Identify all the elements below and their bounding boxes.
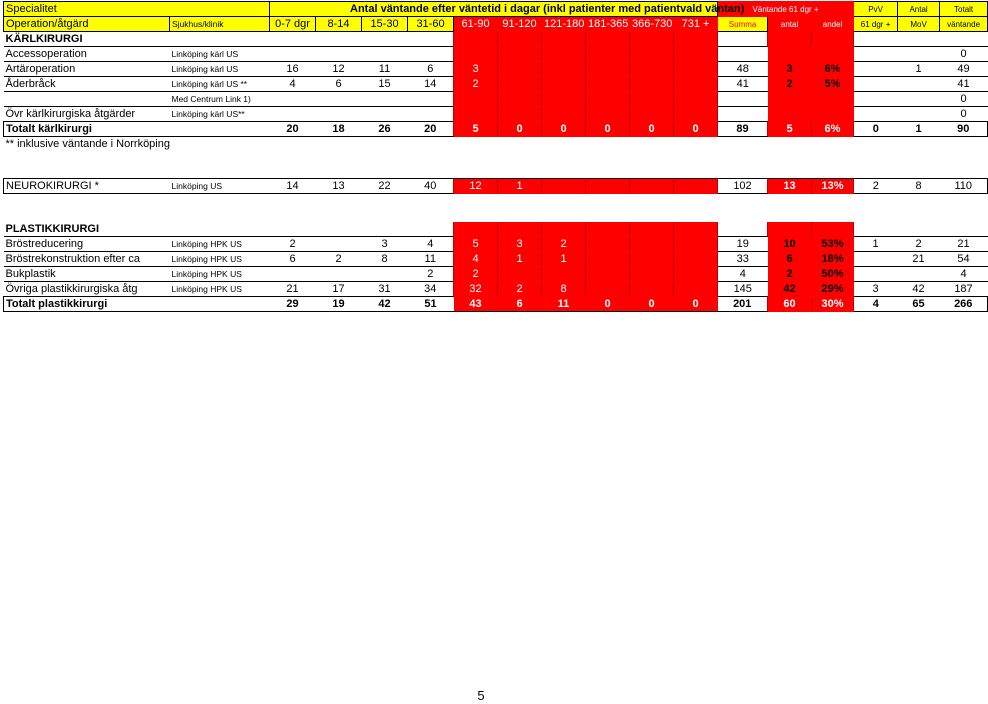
cell-empty <box>408 222 454 237</box>
cell-value <box>542 77 586 92</box>
cell-value: 3 <box>768 62 812 77</box>
cell-value <box>718 92 768 107</box>
row-label: Totalt plastikkirurgi <box>4 297 170 312</box>
cell-value: 0 <box>854 122 898 137</box>
row-klinik: Linköping kärl US <box>170 47 270 62</box>
karl-row <box>4 62 988 77</box>
cell-value: 20 <box>270 122 316 137</box>
cell-value <box>674 92 718 107</box>
karl-note-row <box>4 137 988 152</box>
cell-value: 13 <box>768 179 812 194</box>
cell-value <box>542 107 586 122</box>
plastik-row <box>4 282 988 297</box>
cell-value: 89 <box>718 122 768 137</box>
cell-value: 5 <box>768 122 812 137</box>
cell-value: 2 <box>768 267 812 282</box>
cell-value: 29 <box>270 297 316 312</box>
cell-value: 6 <box>768 252 812 267</box>
section-title: PLASTIKKIRURGI <box>4 222 270 237</box>
cell-value: 2 <box>854 179 898 194</box>
cell-value <box>630 267 674 282</box>
plastik-total-row <box>4 297 988 312</box>
cell-value <box>674 77 718 92</box>
cell-value: 5% <box>812 77 854 92</box>
cell-empty <box>270 222 316 237</box>
cell-value: 4 <box>940 267 988 282</box>
cell-value: 0 <box>586 122 630 137</box>
cell-value: 49 <box>940 62 988 77</box>
cell-empty <box>768 32 812 47</box>
cell-empty <box>718 222 768 237</box>
row-label: Accessoperation <box>4 47 170 62</box>
cell-empty <box>498 32 542 47</box>
cell-value <box>586 252 630 267</box>
header-bin: 731 + <box>674 17 718 32</box>
row-klinik: Linköping HPK US <box>170 267 270 282</box>
cell-value: 2 <box>454 267 498 282</box>
cell-value: 50% <box>812 267 854 282</box>
section-title: KÄRLKIRURGI <box>4 32 270 47</box>
row-klinik: Linköping kärl US ** <box>170 77 270 92</box>
header-title: Antal väntande efter väntetid i dagar (inkl patienter med patientvald väntan) <box>270 2 718 17</box>
header-operation: Operation/åtgärd <box>4 17 170 32</box>
cell-value <box>542 47 586 62</box>
cell-empty <box>316 32 362 47</box>
cell-value: 6 <box>408 62 454 77</box>
header-bin: 91-120 <box>498 17 542 32</box>
cell-value: 65 <box>898 297 940 312</box>
cell-value: 1 <box>498 252 542 267</box>
cell-value <box>362 267 408 282</box>
karl-table <box>3 32 988 151</box>
cell-value <box>586 77 630 92</box>
plastik-row <box>4 252 988 267</box>
cell-value: 2 <box>768 77 812 92</box>
cell-value: 42 <box>898 282 940 297</box>
cell-value <box>812 92 854 107</box>
cell-empty <box>408 32 454 47</box>
cell-value <box>854 107 898 122</box>
cell-value <box>630 282 674 297</box>
cell-value <box>270 92 316 107</box>
cell-value: 42 <box>362 297 408 312</box>
cell-value: 4 <box>854 297 898 312</box>
karl-note: ** inklusive väntande i Norrköping <box>5 138 170 150</box>
cell-empty <box>768 222 812 237</box>
cell-value: 51 <box>408 297 454 312</box>
cell-value: 18 <box>316 122 362 137</box>
cell-empty <box>940 222 988 237</box>
row-label: Artäroperation <box>4 62 170 77</box>
row-klinik: Linköping US <box>170 179 270 194</box>
cell-value <box>586 267 630 282</box>
cell-value: 8 <box>362 252 408 267</box>
row-label: NEUROKIRURGI * <box>4 179 170 194</box>
cell-value: 1 <box>498 179 542 194</box>
cell-value <box>674 267 718 282</box>
cell-value: 4 <box>408 237 454 252</box>
cell-value: 4 <box>454 252 498 267</box>
cell-value <box>498 107 542 122</box>
cell-value: 0 <box>674 297 718 312</box>
cell-value: 2 <box>542 237 586 252</box>
section-karlkirurgi <box>4 32 988 47</box>
cell-empty <box>812 222 854 237</box>
plastik-table <box>3 222 988 312</box>
cell-value <box>630 237 674 252</box>
cell-value <box>362 107 408 122</box>
cell-value: 145 <box>718 282 768 297</box>
plastik-row <box>4 237 988 252</box>
cell-empty <box>812 32 854 47</box>
page-number: 5 <box>477 688 485 703</box>
cell-empty <box>940 32 988 47</box>
header-bin: 181-365 <box>586 17 630 32</box>
cell-value <box>316 107 362 122</box>
cell-value: 19 <box>718 237 768 252</box>
row-klinik: Linköping kärl US <box>170 62 270 77</box>
cell-value: 41 <box>718 77 768 92</box>
header-klinik: Sjukhus/klinik <box>170 17 270 32</box>
cell-value <box>898 107 940 122</box>
cell-value <box>454 92 498 107</box>
cell-value: 17 <box>316 282 362 297</box>
cell-value: 53% <box>812 237 854 252</box>
row-klinik: Linköping HPK US <box>170 282 270 297</box>
header-bin: 31-60 <box>408 17 454 32</box>
cell-value: 3 <box>454 62 498 77</box>
karl-row <box>4 107 988 122</box>
cell-value <box>586 92 630 107</box>
cell-value <box>316 47 362 62</box>
row-klinik: Linköping HPK US <box>170 252 270 267</box>
cell-value <box>630 92 674 107</box>
row-label: Totalt kärlkirurgi <box>4 122 170 137</box>
cell-value <box>498 267 542 282</box>
cell-empty <box>674 222 718 237</box>
cell-value: 60 <box>768 297 812 312</box>
header-pvv: PvV <box>854 2 898 17</box>
cell-empty <box>270 32 316 47</box>
cell-value <box>630 47 674 62</box>
cell-value <box>674 237 718 252</box>
cell-empty <box>542 32 586 47</box>
cell-value: 32 <box>454 282 498 297</box>
cell-value: 0 <box>940 107 988 122</box>
header-bin: 121-180 <box>542 17 586 32</box>
cell-value: 90 <box>940 122 988 137</box>
cell-value: 0 <box>674 122 718 137</box>
cell-value: 41 <box>940 77 988 92</box>
cell-value: 3 <box>854 282 898 297</box>
cell-value: 11 <box>408 252 454 267</box>
cell-value: 54 <box>940 252 988 267</box>
karl-row <box>4 77 988 92</box>
cell-value <box>630 179 674 194</box>
cell-value <box>408 107 454 122</box>
cell-value: 187 <box>940 282 988 297</box>
cell-value <box>630 107 674 122</box>
cell-value: 8 <box>542 282 586 297</box>
cell-value <box>408 92 454 107</box>
cell-value: 40 <box>408 179 454 194</box>
cell-value: 42 <box>768 282 812 297</box>
cell-value <box>498 77 542 92</box>
header-bin: 15-30 <box>362 17 408 32</box>
cell-value: 8 <box>898 179 940 194</box>
header-mov: MoV <box>898 17 940 32</box>
cell-value: 15 <box>362 77 408 92</box>
cell-empty <box>586 32 630 47</box>
cell-value <box>586 282 630 297</box>
row-label: Bukplastik <box>4 267 170 282</box>
row-label: Övriga plastikkirurgiska åtg <box>4 282 170 297</box>
neuro-table <box>3 178 988 194</box>
plastik-row <box>4 267 988 282</box>
cell-value <box>854 62 898 77</box>
header-vantande: väntande <box>940 17 988 32</box>
cell-value <box>674 47 718 62</box>
cell-value <box>542 179 586 194</box>
cell-value <box>542 62 586 77</box>
cell-value: 1 <box>898 62 940 77</box>
cell-value <box>586 237 630 252</box>
cell-empty <box>854 32 898 47</box>
cell-value: 31 <box>362 282 408 297</box>
cell-empty <box>674 32 718 47</box>
cell-value: 34 <box>408 282 454 297</box>
cell-value: 26 <box>362 122 408 137</box>
cell-value: 0 <box>940 47 988 62</box>
cell-value: 6% <box>812 62 854 77</box>
cell-value <box>316 237 362 252</box>
neuro-row <box>4 179 988 194</box>
cell-empty <box>316 222 362 237</box>
cell-value: 30% <box>812 297 854 312</box>
header-andel: andel <box>812 17 854 32</box>
row-klinik <box>170 297 270 312</box>
cell-empty <box>630 222 674 237</box>
header-totalt: Totalt <box>940 2 988 17</box>
cell-empty <box>454 32 498 47</box>
cell-value: 16 <box>270 62 316 77</box>
cell-value: 12 <box>316 62 362 77</box>
cell-empty <box>854 222 898 237</box>
cell-value <box>586 62 630 77</box>
row-label: Övr kärlkirurgiska åtgärder <box>4 107 170 122</box>
cell-value <box>362 47 408 62</box>
cell-value <box>586 47 630 62</box>
cell-value: 33 <box>718 252 768 267</box>
cell-value: 1 <box>542 252 586 267</box>
karl-row <box>4 92 988 107</box>
cell-value: 6 <box>270 252 316 267</box>
cell-value: 12 <box>454 179 498 194</box>
cell-empty <box>630 32 674 47</box>
cell-value <box>630 62 674 77</box>
cell-value <box>674 252 718 267</box>
cell-value <box>854 77 898 92</box>
cell-value: 6% <box>812 122 854 137</box>
cell-value: 3 <box>362 237 408 252</box>
header-bin: 0-7 dgr <box>270 17 316 32</box>
cell-value <box>812 47 854 62</box>
cell-value: 0 <box>630 122 674 137</box>
cell-value <box>586 107 630 122</box>
cell-value <box>674 282 718 297</box>
row-klinik: Linköping kärl US** <box>170 107 270 122</box>
cell-value: 11 <box>362 62 408 77</box>
cell-value <box>768 107 812 122</box>
cell-value: 6 <box>498 297 542 312</box>
cell-value <box>630 77 674 92</box>
cell-value: 0 <box>630 297 674 312</box>
cell-value: 266 <box>940 297 988 312</box>
cell-empty <box>454 222 498 237</box>
cell-value: 0 <box>586 297 630 312</box>
cell-value: 5 <box>454 237 498 252</box>
cell-value: 13% <box>812 179 854 194</box>
karl-total-row <box>4 122 988 137</box>
cell-value: 1 <box>854 237 898 252</box>
cell-value: 43 <box>454 297 498 312</box>
cell-value: 0 <box>542 122 586 137</box>
row-klinik: Med Centrum Link 1) <box>170 92 270 107</box>
header-summa: Summa <box>718 17 768 32</box>
cell-value <box>854 92 898 107</box>
cell-value: 110 <box>940 179 988 194</box>
header-antal-small: antal <box>768 17 812 32</box>
cell-value <box>408 47 454 62</box>
cell-value: 3 <box>498 237 542 252</box>
cell-value <box>586 179 630 194</box>
cell-value <box>854 252 898 267</box>
cell-value: 5 <box>454 122 498 137</box>
cell-value <box>498 92 542 107</box>
cell-value: 14 <box>408 77 454 92</box>
cell-value <box>454 47 498 62</box>
cell-value: 0 <box>498 122 542 137</box>
cell-value <box>270 267 316 282</box>
cell-value: 0 <box>940 92 988 107</box>
cell-value: 13 <box>316 179 362 194</box>
cell-empty <box>542 222 586 237</box>
cell-value <box>718 47 768 62</box>
header-row-2 <box>4 17 988 32</box>
cell-value <box>542 92 586 107</box>
cell-value <box>768 92 812 107</box>
cell-empty <box>498 222 542 237</box>
cell-empty <box>362 32 408 47</box>
cell-value: 20 <box>408 122 454 137</box>
cell-value <box>498 62 542 77</box>
row-label: Bröstrekonstruktion efter ca <box>4 252 170 267</box>
cell-value: 2 <box>498 282 542 297</box>
cell-value <box>454 107 498 122</box>
cell-value <box>316 267 362 282</box>
header-bin: 366-730 <box>630 17 674 32</box>
cell-value <box>674 62 718 77</box>
cell-value: 2 <box>270 237 316 252</box>
cell-value <box>854 267 898 282</box>
row-label: Åderbråck <box>4 77 170 92</box>
cell-value: 14 <box>270 179 316 194</box>
cell-value <box>812 107 854 122</box>
cell-value <box>270 107 316 122</box>
cell-value: 21 <box>270 282 316 297</box>
cell-value: 10 <box>768 237 812 252</box>
cell-value <box>898 267 940 282</box>
cell-value <box>674 179 718 194</box>
cell-empty <box>898 222 940 237</box>
cell-value: 2 <box>316 252 362 267</box>
cell-value: 22 <box>362 179 408 194</box>
cell-value: 19 <box>316 297 362 312</box>
header-bin: 61-90 <box>454 17 498 32</box>
cell-value <box>316 92 362 107</box>
cell-value: 2 <box>454 77 498 92</box>
cell-value: 18% <box>812 252 854 267</box>
cell-value: 201 <box>718 297 768 312</box>
cell-value <box>898 47 940 62</box>
header-vantande61: Väntande 61 dgr + <box>718 2 854 17</box>
cell-value <box>718 107 768 122</box>
cell-value <box>270 47 316 62</box>
cell-value <box>768 47 812 62</box>
cell-empty <box>718 32 768 47</box>
row-klinik: Linköping HPK US <box>170 237 270 252</box>
row-label <box>4 92 170 107</box>
cell-value: 48 <box>718 62 768 77</box>
cell-value: 29% <box>812 282 854 297</box>
cell-value: 21 <box>898 252 940 267</box>
row-klinik <box>170 122 270 137</box>
cell-value <box>674 107 718 122</box>
header-row-1 <box>4 2 988 17</box>
header-table <box>3 1 988 32</box>
cell-empty <box>362 222 408 237</box>
cell-value: 4 <box>718 267 768 282</box>
section-plastikkirurgi <box>4 222 988 237</box>
cell-value: 4 <box>270 77 316 92</box>
cell-empty <box>898 32 940 47</box>
cell-value <box>630 252 674 267</box>
cell-value: 11 <box>542 297 586 312</box>
karl-row <box>4 47 988 62</box>
cell-empty <box>586 222 630 237</box>
cell-value <box>898 92 940 107</box>
cell-value <box>498 47 542 62</box>
row-label: Bröstreducering <box>4 237 170 252</box>
header-dgr61: 61 dgr + <box>854 17 898 32</box>
cell-value <box>898 77 940 92</box>
cell-value <box>362 92 408 107</box>
cell-value: 6 <box>316 77 362 92</box>
cell-value: 21 <box>940 237 988 252</box>
cell-value <box>854 47 898 62</box>
header-specialitet: Specialitet <box>4 2 270 17</box>
cell-value: 2 <box>898 237 940 252</box>
cell-value: 102 <box>718 179 768 194</box>
header-bin: 8-14 <box>316 17 362 32</box>
cell-value <box>542 267 586 282</box>
cell-value: 2 <box>408 267 454 282</box>
cell-value: 1 <box>898 122 940 137</box>
header-antal: Antal <box>898 2 940 17</box>
